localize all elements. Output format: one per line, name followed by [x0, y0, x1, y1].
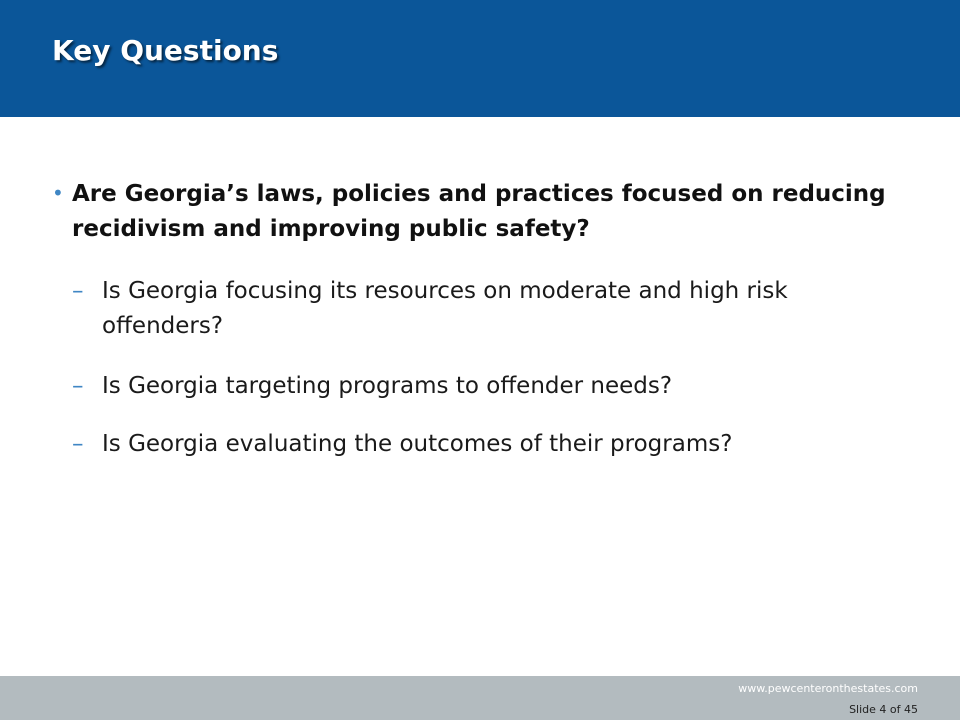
sub-item-text: Is Georgia targeting programs to offender needs? [102, 373, 673, 399]
slide-title: Key Questions [52, 34, 279, 67]
bullet-marker: • [52, 181, 64, 205]
title-bar [0, 0, 960, 117]
sub-item-text: Is Georgia evaluating the outcomes of their programs? [102, 431, 733, 457]
sub-item-text: Is Georgia focusing its resources on moderate and high risk offenders? [102, 278, 788, 339]
dash-marker: – [72, 431, 84, 457]
dash-marker: – [72, 373, 84, 399]
main-bullet-text: Are Georgia’s laws, policies and practices focused on reducing recidivism and improving public safety? [72, 181, 886, 242]
footer-bar [0, 676, 960, 720]
footer-url: www.pewcenteronthestates.com [738, 682, 918, 695]
dash-marker: – [72, 278, 84, 304]
slide-number: Slide 4 of 45 [849, 703, 918, 716]
